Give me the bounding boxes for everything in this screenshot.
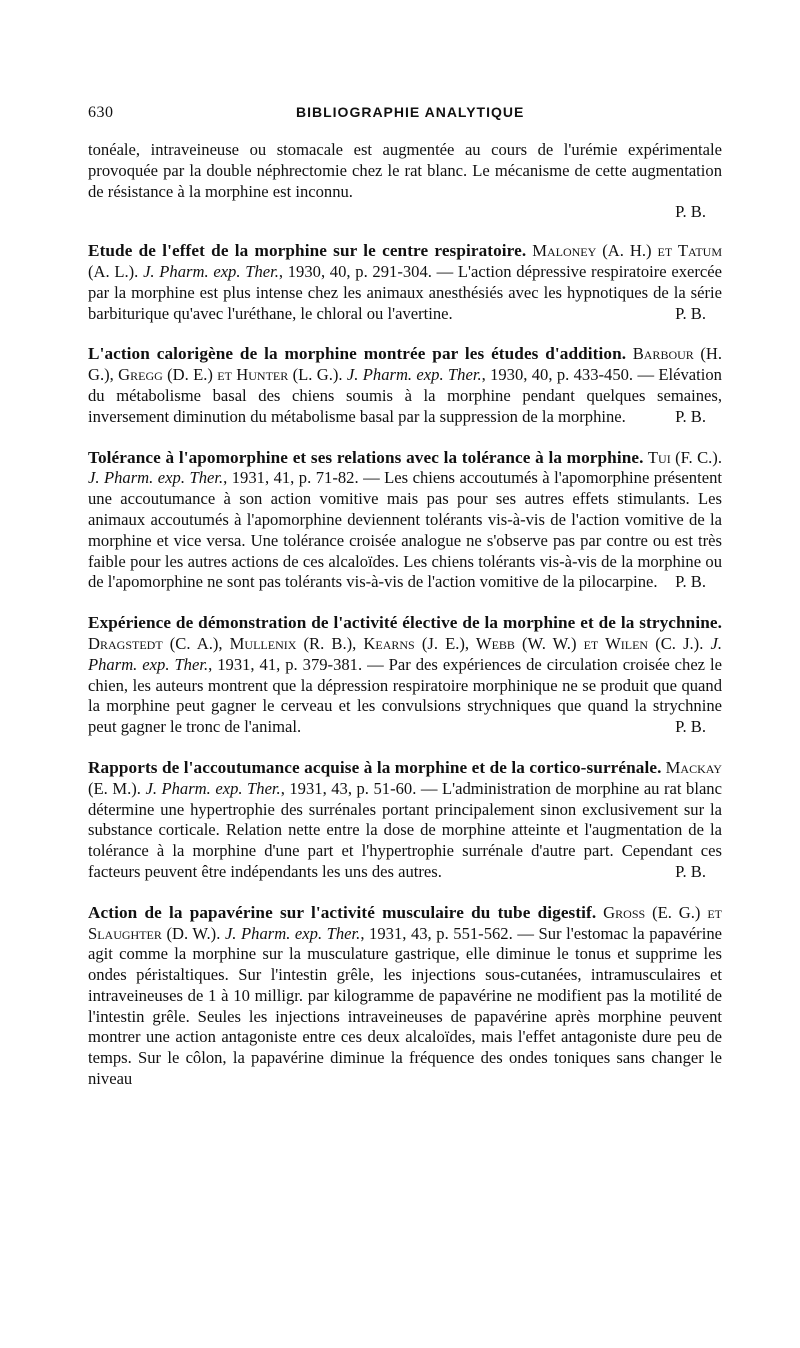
entry	[88, 613, 722, 738]
entry-title: Rapports de l'accoutumance acquise à la morphine et de la cortico-surrénale.	[88, 757, 662, 777]
entry-reference: , 1931, 43, p. 51-60.	[280, 778, 417, 798]
entry-continuation	[88, 140, 722, 223]
entry-text: — Elévation du métabolisme basal des chiens soumis à la morphine pendant quelques semaines, inversement diminution du métabolisme basal par la suppression de la morphine.	[88, 365, 722, 426]
entry-text: — L'action dépressive respiratoire exercée par la morphine est plus intense chez les animaux anesthésiés avec les hypnotiques de la série barbiturique qu'avec l'uréthane, le chloral ou l'avertine.	[88, 261, 722, 323]
entry	[88, 344, 722, 427]
entry-text: tonéale, intraveineuse ou stomacale est augmentée au cours de l'urémie expérimentale provoquée par la double néphrectomie chez le rat blanc. Le mécanisme de cette augmentation de résistance à la morphine est inconnu.	[88, 140, 722, 201]
entry-journal: J. Pharm. exp. Ther.	[346, 365, 482, 385]
entry-text: — L'administration de morphine au rat blanc détermine une hypertrophie des surrénales portant principalement sinon exclusivement sur la substance corticale. Relation nette entre la dose de morphine atteinte et l'augmentation de la tolérance à la morphine d'une part et l'hypertrophie surrénale d'autre part. Cependant ces facteurs peuvent être indépendants les uns des autres.	[88, 778, 722, 881]
entry-text: — Les chiens accoutumés à l'apomorphine présentent une accoutumance à son action vomitive mais pas pour ses autres effets stimulants. Les animaux accoutumés à l'apomorphine deviennent tolérants vis-à-vis de l'action vomitive de la morphine et vice versa. Une tolérance croisée analogue ne s'observe pas par contre ou est très faible pour les autres actions de ces alcaloïdes. Les chiens tolérants vis-à-vis de la morphine ou de l'apomorphine ne sont pas tolérants vis-à-vis de l'action vomitive de la pilocarpine.	[88, 468, 722, 592]
entry-title: Expérience de démonstration de l'activité élective de la morphine et de la strychnine.	[88, 613, 722, 633]
entry	[88, 241, 722, 324]
running-header	[88, 104, 722, 126]
entry-authors: Maloney (A. H.) et Tatum (A. L.).	[88, 241, 722, 281]
entry-signature: P. B.	[675, 406, 706, 426]
entry-journal: J. Pharm. exp. Ther.	[88, 468, 224, 488]
entry-text: — Par des expériences de circulation croisée chez le chien, les auteurs montrent que la dépression respiratoire morphinique ne se produit que quand la morphine peut gagner le cerveau et les convulsions strychniques que quand la strychnine peut gagner le tronc de l'animal.	[88, 654, 722, 737]
entry-signature: P. B.	[675, 572, 706, 592]
entry-authors: Barbour (H. G.), Gregg (D. E.) et Hunter (L. G.).	[88, 344, 722, 385]
entry-reference: , 1930, 40, p. 433-450.	[481, 365, 634, 385]
entry-title: Etude de l'effet de la morphine sur le centre respiratoire.	[88, 241, 527, 261]
entry	[88, 448, 722, 594]
entry-journal: J. Pharm. exp. Ther.	[145, 778, 281, 798]
entry-authors: Gross (E. G.) et Slaughter (D. W.).	[88, 902, 723, 943]
entry-authors: Mackay (E. M.).	[88, 757, 722, 798]
entry-signature: P. B.	[675, 861, 706, 881]
entry-title: Tolérance à l'apomorphine et ses relations avec la tolérance à la morphine.	[88, 447, 644, 467]
entry-authors: Tui (F. C.).	[647, 447, 722, 467]
page-number: 630	[88, 104, 114, 121]
entry-reference: , 1931, 41, p. 379-381.	[208, 654, 363, 674]
bibliography-body	[88, 140, 722, 1110]
entry-signature: P. B.	[675, 303, 706, 323]
entry-journal: J. Pharm. exp. Ther.	[224, 923, 361, 943]
entry-text: — Sur l'estomac la papavérine agit comme la morphine sur la musculature gastrique, elle diminue le tonus et supprime les ondes péristaltiques. Sur l'intestin grêle, les injections sous-cutanées, intramusculaires et intraveineuses de 1 à 10 milligr. par kilogramme de papavérine ne modifient pas la motilité de l'intestin grêle. Seules les injections intraveineuses de papavérine après morphine peuvent montrer une action antagoniste entre ces deux alcaloïdes, mais l'effet antagoniste dure peu de temps. Sur le côlon, la papavérine diminue la fréquence des ondes toniques sans changer le niveau	[88, 923, 722, 1089]
entry-reference: , 1931, 41, p. 71-82.	[223, 468, 359, 488]
entry-authors: Dragstedt (C. A.), Mullenix (R. B.), Kearns (J. E.), Webb (W. W.) et Wilen (C. J.).	[88, 633, 704, 653]
entry	[88, 903, 722, 1090]
entry-reference: , 1931, 43, p. 551-562.	[360, 923, 513, 943]
running-title: BIBLIOGRAPHIE ANALYTIQUE	[296, 104, 525, 120]
entry-journal: J. Pharm. exp. Ther.	[88, 633, 723, 674]
entry-journal: J. Pharm. exp. Ther.	[143, 261, 279, 281]
entry-signature: P. B.	[675, 202, 706, 222]
entry	[88, 758, 722, 883]
entry-reference: , 1930, 40, p. 291-304.	[278, 261, 432, 281]
entry-title: L'action calorigène de la morphine montrée par les études d'addition.	[88, 344, 627, 364]
entry-title: Action de la papavérine sur l'activité musculaire du tube digestif.	[88, 902, 597, 922]
entry-signature: P. B.	[675, 717, 706, 737]
